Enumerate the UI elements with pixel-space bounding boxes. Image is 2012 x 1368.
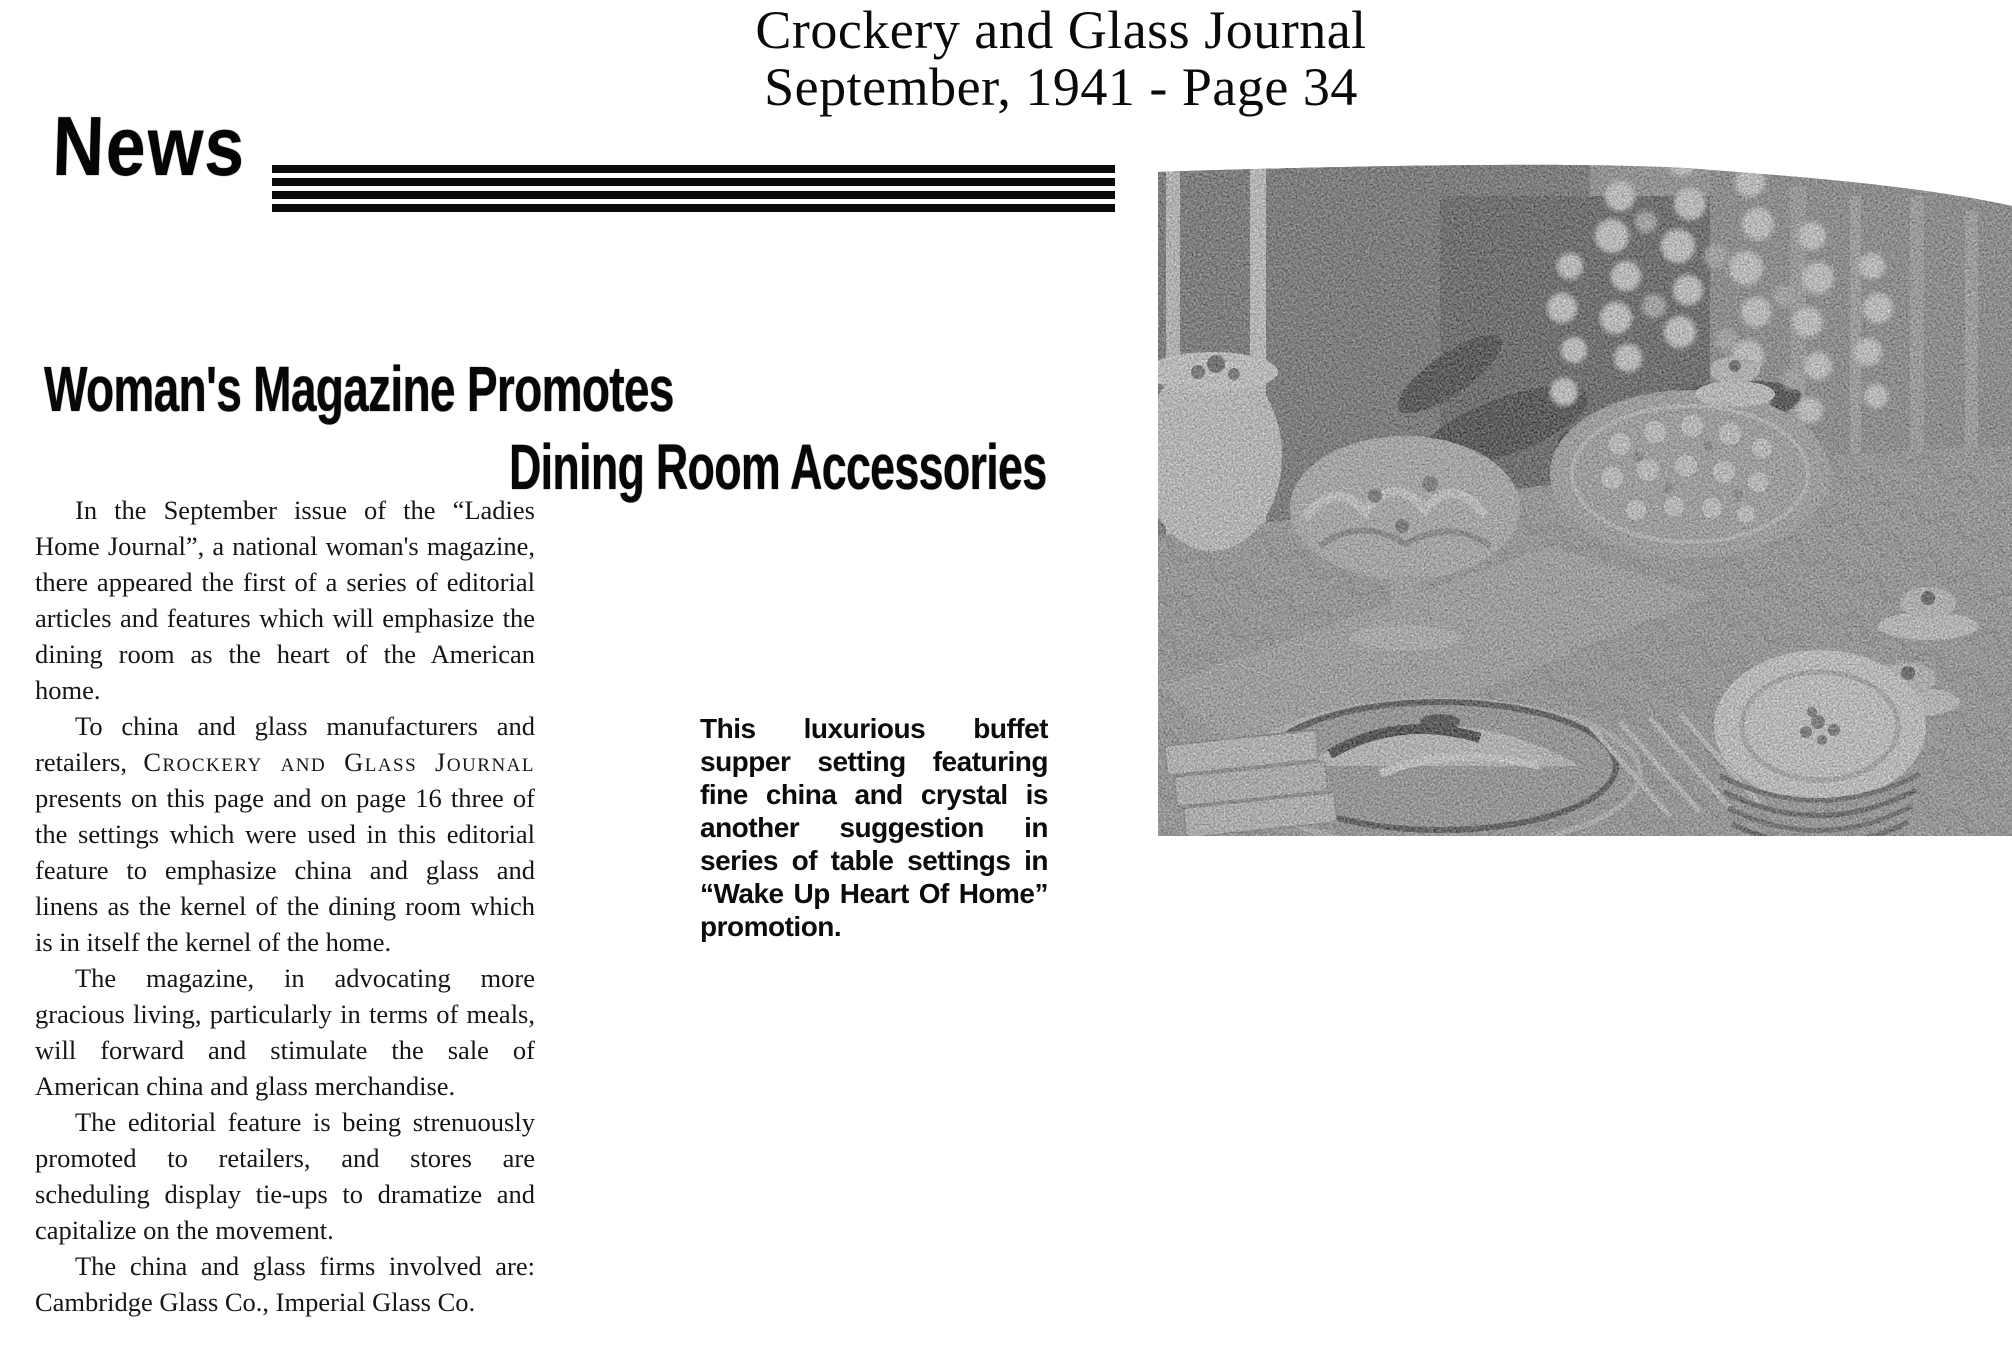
paragraph-text: presents on this page and on page 16 three of the settings which were used in this editorial feature to emphasize china and glass and linens as the kernel of the dining room which is in itself the kernel of the home. (35, 783, 535, 957)
photo-content (1150, 126, 2012, 836)
headline-line-2: Dining Room Accessories (509, 430, 1047, 503)
article-paragraph: In the September issue of the “Ladies Home Journal”, a national woman's magazine, there appeared the first of a series of editorial articles and features which will emphasize the dining room as the heart of the American home. (35, 495, 535, 705)
news-section-label: News (51, 99, 248, 193)
headline-line-1: Woman's Magazine Promotes (44, 352, 674, 425)
photo-caption: This luxurious buffet supper setting featuring fine china and crystal is another suggestion in series of table settings in “Wake Up Heart Of Home” promotion. (700, 713, 1048, 942)
buffet-photo (1150, 126, 2012, 836)
journal-title: Crockery and Glass Journal (755, 0, 1367, 60)
journal-issue-page: September, 1941 - Page 34 (764, 57, 1358, 117)
article-paragraph: The china and glass firms involved are: Cambridge Glass Co., Imperial Glass Co. (35, 1251, 535, 1317)
page-header (561, 2, 1561, 116)
article-body (35, 492, 535, 1320)
news-rules-divider (272, 165, 1115, 212)
article-paragraph: The editorial feature is being strenuously promoted to retailers, and stores are scheduling display tie-ups to dramatize and capitalize on the movement. (35, 1107, 535, 1245)
paragraph-text: To china and glass manufacturers and retailers, (35, 711, 535, 777)
article-paragraph: The magazine, in advocating more gracious living, particularly in terms of meals, will forward and stimulate the sale of American china and glass merchandise. (35, 963, 535, 1101)
article-paragraph (35, 708, 535, 960)
journal-name-smallcaps: Crockery and Glass Journal (143, 747, 535, 777)
